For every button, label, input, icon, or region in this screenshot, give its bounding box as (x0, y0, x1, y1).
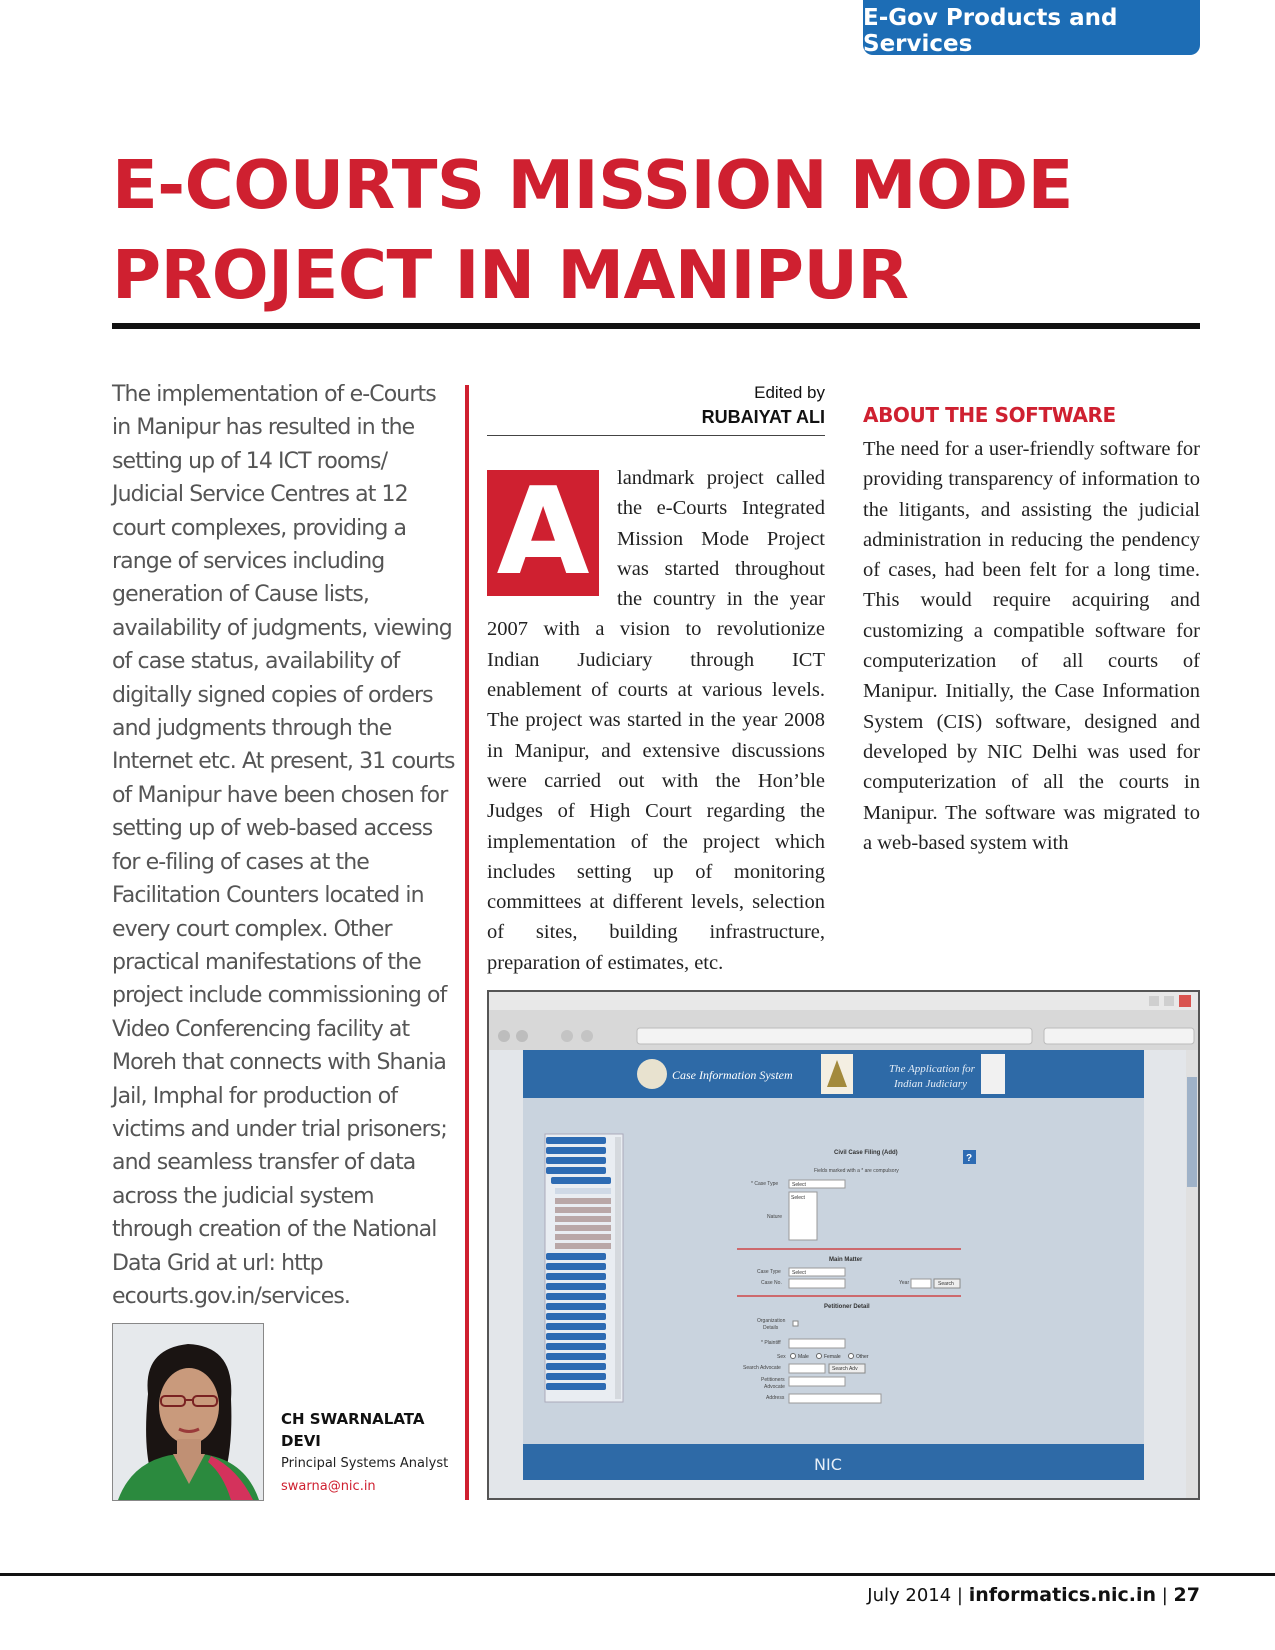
author-photo (112, 1323, 264, 1501)
sidebar-subitem[interactable] (555, 1207, 611, 1213)
footer-separator: | (956, 1585, 969, 1606)
sidebar-subitem[interactable] (555, 1216, 611, 1222)
sex-other-label: Other (856, 1354, 869, 1360)
browser-search-box (1044, 1028, 1194, 1044)
section-tab: E-Gov Products and Services (863, 0, 1200, 55)
banner-tagline-2: Indian Judiciary (894, 1078, 968, 1090)
edited-by-label: Edited by (754, 383, 825, 402)
help-button-label: ? (966, 1153, 973, 1164)
editor-credit (487, 380, 825, 430)
sidebar-item[interactable] (546, 1323, 606, 1330)
sidebar-item[interactable] (546, 1313, 606, 1320)
cis-screenshot-drawing (489, 992, 1198, 1498)
body-paragraph-1: landmark project called the e-Courts Integrated Mission Mode Project was started throughout the country in the year 2007 with a vision to revolutionize Indian Judiciary through ICT enablement of courts at various levels. The project was started in the year 2008 in Manipur, and extensive discussions were carried out with the Hon’ble Judges of High Court regarding the implementation of the project which includes setting up of monitoring committees at different levels, selection of sites, building infrastructure, preparation of estimates, etc. (487, 467, 825, 974)
sidebar-item[interactable] (546, 1373, 606, 1380)
sidebar-item[interactable] (546, 1343, 606, 1350)
footer-separator: | (1161, 1585, 1174, 1606)
author-role: Principal Systems Analyst (281, 1456, 449, 1471)
author-name-line-2: DEVI (281, 1432, 321, 1450)
plaintiff-label: * Plaintiff (761, 1340, 781, 1346)
sidebar-subitem[interactable] (555, 1234, 611, 1240)
organization-label-2: Details (763, 1325, 779, 1331)
sex-male-radio[interactable] (791, 1354, 796, 1359)
search-advocate-input[interactable] (789, 1364, 825, 1373)
page-footer (867, 1584, 1200, 1606)
footer-site: informatics.nic.in (968, 1584, 1157, 1606)
author-portrait-icon (113, 1324, 263, 1500)
close-icon (1179, 995, 1191, 1007)
sidebar-scrollbar[interactable] (615, 1137, 621, 1399)
reload-icon (561, 1030, 573, 1042)
footer-divider (0, 1573, 1275, 1576)
petitioner-heading: Petitioner Detail (824, 1304, 870, 1310)
organization-checkbox[interactable] (793, 1321, 798, 1326)
sex-female-label: Female (824, 1354, 841, 1360)
case-type-label-2: Case Type (757, 1269, 781, 1275)
page-number: 27 (1173, 1584, 1200, 1606)
required-note: Fields marked with a * are compulsory (814, 1168, 899, 1174)
case-no-input[interactable] (789, 1279, 845, 1288)
year-input[interactable] (911, 1279, 931, 1288)
address-label: Address (766, 1395, 785, 1401)
case-type-label: * Case Type (751, 1181, 779, 1187)
sidebar-item[interactable] (546, 1263, 606, 1270)
body-column-2 (487, 463, 825, 978)
main-matter-heading: Main Matter (829, 1257, 863, 1263)
sex-other-radio[interactable] (849, 1354, 854, 1359)
sidebar-subitem[interactable] (555, 1188, 611, 1194)
banner-tagline-1: The Application for (889, 1063, 975, 1075)
minimize-icon (1149, 996, 1159, 1006)
sidebar-item[interactable] (546, 1137, 606, 1144)
sidebar-item[interactable] (546, 1293, 606, 1300)
plaintiff-input[interactable] (789, 1339, 845, 1348)
column-divider (465, 385, 469, 1500)
year-label: Year (899, 1280, 910, 1286)
drop-cap: A (487, 470, 599, 596)
title-line-1: E-COURTS MISSION MODE (112, 146, 1073, 224)
footer-date: July 2014 (867, 1585, 952, 1606)
case-no-label: Case No. (761, 1280, 782, 1286)
search-button-label: Search (938, 1281, 954, 1287)
sidebar-item[interactable] (546, 1333, 606, 1340)
address-bar (637, 1028, 1032, 1044)
sidebar-subitem[interactable] (555, 1225, 611, 1231)
author-email: swarna@nic.in (281, 1479, 376, 1494)
sidebar-item[interactable] (546, 1363, 606, 1370)
nature-select-value: Select (791, 1195, 805, 1201)
banner-title: Case Information System (672, 1068, 793, 1082)
sidebar-item[interactable] (546, 1157, 606, 1164)
case-type-select-value: Select (792, 1182, 806, 1188)
address-input[interactable] (789, 1394, 881, 1403)
petitioner-advocate-label-2: Advocate (764, 1384, 785, 1390)
editor-divider (487, 435, 825, 436)
body-column-3 (863, 378, 1200, 858)
forward-icon (516, 1030, 528, 1042)
author-credit (281, 1408, 461, 1498)
sex-female-radio[interactable] (817, 1354, 822, 1359)
editor-name: RUBAIYAT ALI (701, 407, 825, 427)
sidebar-item[interactable] (546, 1383, 606, 1390)
sex-male-label: Male (798, 1354, 809, 1360)
sidebar-subitem[interactable] (555, 1198, 611, 1204)
organization-label-1: Organization (757, 1318, 786, 1324)
case-type-select-2-value: Select (792, 1270, 806, 1276)
article-title (112, 140, 1112, 320)
petitioner-advocate-input[interactable] (789, 1377, 845, 1386)
sex-label: Sex (777, 1354, 786, 1360)
title-line-2: PROJECT IN MANIPUR (112, 236, 909, 314)
justice-statue-icon (981, 1054, 1005, 1094)
petitioner-advocate-label-1: Petitioners (761, 1377, 785, 1383)
emblem-icon (637, 1059, 667, 1089)
maximize-icon (1164, 996, 1174, 1006)
back-icon (498, 1030, 510, 1042)
nature-label: Nature (767, 1214, 783, 1220)
sidebar-item[interactable] (546, 1253, 606, 1260)
sidebar-item[interactable] (546, 1283, 606, 1290)
search-advocate-label: Search Advocate (743, 1365, 781, 1371)
cis-software-screenshot (487, 990, 1200, 1500)
sidebar-item[interactable] (551, 1177, 611, 1184)
sidebar-item[interactable] (546, 1273, 606, 1280)
lead-paragraph: The implementation of e-Courts in Manipur has resulted in the setting up of 14 ICT rooms/ Judicial Service Centres at 12 court complexes, providing a range of services including generation of Cause lists, availability of judgments, viewing of case status, availability of digitally signed copies of orders and judgments through the Internet etc. At present, 31 courts of Manipur have been chosen for setting up of web-based access for e-filing of cases at the Facilitation Counters located in every court complex. Other practical manifestations of the project include commissioning of Video Conferencing facility at Moreh that connects with Shania Jail, Imphal for production of victims and under trial prisoners; and seamless transfer of data across the judicial system through creation of the National Data Grid at url: http ecourts.gov.in/services. (112, 382, 455, 1309)
body-paragraph-2: The need for a user-friendly software for providing transparency of information to the litigants, and assisting the judicial administration in reducing the pendency of cases, had been felt for a long time. This would require acquiring and customizing a compatible software for computerization of all courts of Manipur. Initially, the Case Information System (CIS) software, designed and developed by NIC Delhi was used for computerization of all the courts in Manipur. The software was migrated to a web-based system with (863, 438, 1200, 854)
home-icon (581, 1030, 593, 1042)
nic-logo: NIC (814, 1455, 842, 1474)
sidebar-item[interactable] (546, 1353, 606, 1360)
search-advocate-button-label: Search Adv (832, 1366, 858, 1372)
title-divider (112, 323, 1200, 329)
section-heading: ABOUT THE SOFTWARE (863, 403, 1116, 427)
sidebar-item[interactable] (546, 1303, 606, 1310)
author-name-line-1: CH SWARNALATA (281, 1410, 425, 1428)
sidebar-item[interactable] (546, 1167, 606, 1174)
form-title: Civil Case Filing (Add) (834, 1150, 898, 1156)
sidebar-item[interactable] (546, 1147, 606, 1154)
sidebar-subitem[interactable] (555, 1243, 611, 1249)
